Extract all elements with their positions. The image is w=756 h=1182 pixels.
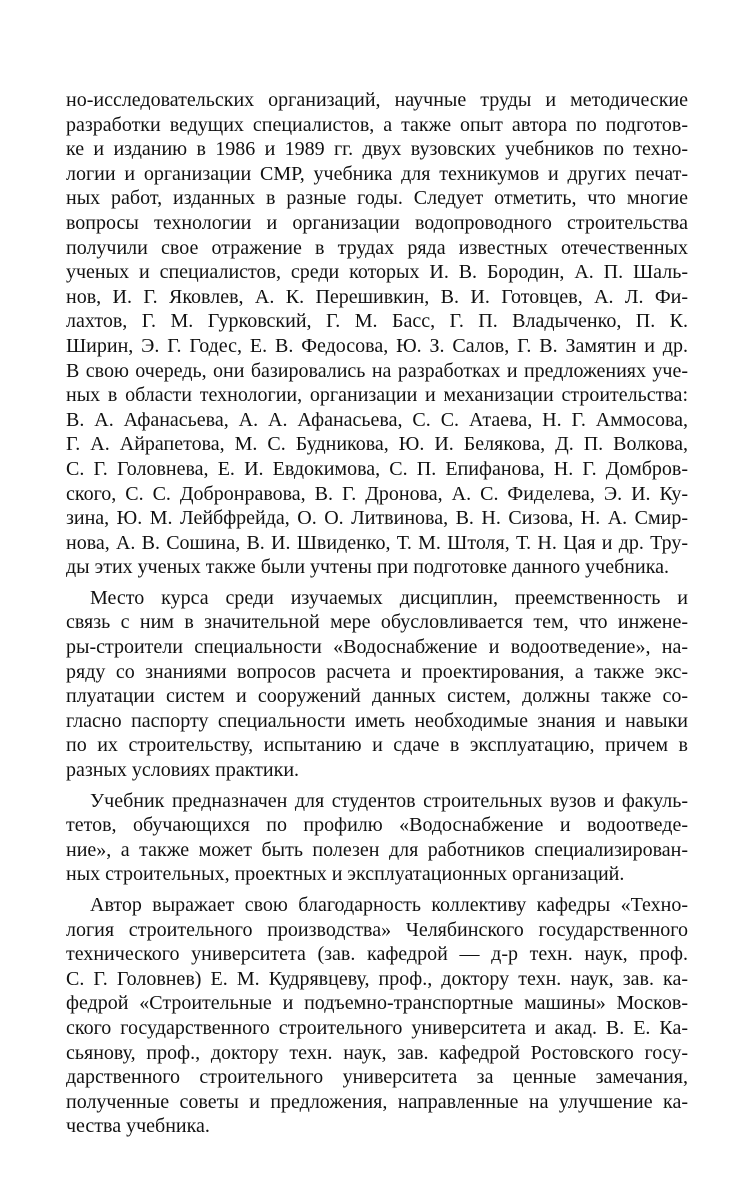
document-page (66, 88, 688, 1145)
paragraph-1 (66, 88, 688, 580)
text-line: сьянову, проф., доктору техн. наук, зав. кафедрой Ростовского госу- (66, 1041, 688, 1064)
text-line: технического университета (зав. кафедрой — д-р техн. наук, проф. (66, 943, 688, 966)
text-line: В свою очередь, они базировались на разработках и предложениях уче- (66, 359, 688, 382)
paragraph-3 (66, 789, 688, 887)
text-line: ского, С. С. Добронравова, В. Г. Дронова, А. С. Фиделева, Э. И. Ку- (66, 482, 688, 505)
text-line: логия строительного производства» Челябинского государственного (66, 918, 688, 941)
text-line: Ширин, Э. Г. Годес, Е. В. Федосова, Ю. З. Салов, Г. В. Замятин и др. (66, 334, 688, 357)
text-line: полученные советы и предложения, направленные на улучшение ка- (66, 1090, 688, 1113)
text-line: ке и изданию в 1986 и 1989 гг. двух вузовских учебников по техно- (66, 138, 688, 161)
text-line: ных строительных, проектных и эксплуатационных организаций. (66, 863, 625, 886)
text-line: Учебник предназначен для студентов строительных вузов и факуль- (90, 789, 688, 812)
text-line: гласно паспорту специальности иметь необходимые знания и навыки (66, 709, 688, 732)
text-line: плуатации систем и сооружений данных систем, должны также со- (66, 685, 688, 708)
text-line: ского государственного строительного университета и акад. В. Е. Ка- (66, 1016, 688, 1039)
text-line: дарственного строительного университета за ценные замечания, (66, 1066, 688, 1089)
text-line: нов, И. Г. Яковлев, А. К. Перешивкин, В. И. Готовцев, А. Л. Фи- (66, 285, 688, 308)
text-line: получили свое отражение в трудах ряда известных отечественных (66, 236, 688, 259)
text-line: ры-строители специальности «Водоснабжение и водоотведение», на- (66, 636, 688, 659)
text-line: разных условиях практики. (66, 759, 300, 782)
text-line: ды этих ученых также были учтены при подготовке данного учебника. (66, 556, 669, 579)
text-line: но-исследовательских организаций, научные труды и методические (66, 89, 688, 111)
text-line: ных в области технологии, организации и механизации строительства: (66, 384, 688, 407)
text-line: В. А. Афанасьева, А. А. Афанасьева, С. С. Атаева, Н. Г. Аммосова, (66, 408, 688, 431)
text-line: ных работ, изданных в разные годы. Следует отметить, что многие (66, 187, 688, 210)
text-line: тетов, обучающихся по профилю «Водоснабжение и водоотведе- (66, 814, 688, 837)
text-line: лахтов, Г. М. Гурковский, Г. М. Басс, Г. П. Владыченко, П. К. (66, 310, 688, 333)
text-line: разработки ведущих специалистов, а также опыт автора по подготов- (66, 113, 688, 136)
text-line: по их строительству, испытанию и сдаче в эксплуатацию, причем в (66, 734, 688, 757)
text-line: Место курса среди изучаемых дисциплин, преемственность и (90, 586, 688, 609)
text-line: федрой «Строительные и подъемно-транспортные машины» Москов- (66, 992, 688, 1015)
text-line: ние», а также может быть полезен для работников специализирован- (66, 838, 688, 861)
text-line: связь с ним в значительной мере обусловливается тем, что инжене- (66, 611, 688, 634)
text-line: С. Г. Головнева, Е. И. Евдокимова, С. П. Епифанова, Н. Г. Домбров- (66, 457, 688, 480)
text-line: ряду со знаниями вопросов расчета и проектирования, а также экс- (66, 660, 688, 683)
text-line: чества учебника. (66, 1115, 210, 1138)
text-line: нова, А. В. Сошина, В. И. Швиденко, Т. М. Штоля, Т. Н. Цая и др. Тру- (66, 531, 688, 554)
text-line: ученых и специалистов, среди которых И. В. Бородин, А. П. Шаль- (66, 261, 688, 284)
text-line: Автор выражает свою благодарность коллективу кафедры «Техно- (90, 894, 688, 916)
text-line: вопросы технологии и организации водопроводного строительства (66, 211, 688, 234)
paragraph-2 (66, 586, 688, 783)
text-line: Г. А. Айрапетова, М. С. Будникова, Ю. И. Белякова, Д. П. Волкова, (66, 433, 688, 456)
paragraph-4 (66, 893, 688, 1139)
text-line: зина, Ю. М. Лейбфрейда, О. О. Литвинова, В. Н. Сизова, Н. А. Смир- (66, 507, 688, 530)
text-line: логии и организации СМР, учебника для техникумов и других печат- (66, 162, 688, 185)
text-line: С. Г. Головнев) Е. М. Кудрявцеву, проф., доктору техн. наук, зав. ка- (66, 967, 688, 990)
